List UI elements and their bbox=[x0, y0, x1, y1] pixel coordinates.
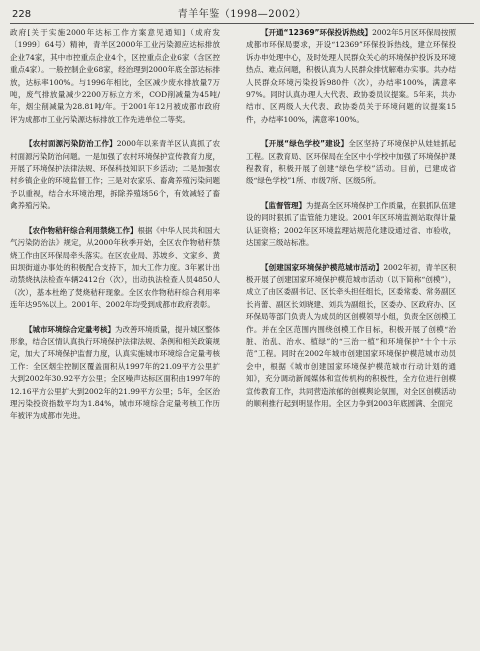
section-heading: 【监督管理】 bbox=[261, 200, 306, 210]
paragraph-body: 政府[关于实施2000年达标工作方案意见通知]（成府发〔1999〕64号）精神，青羊区2000年工业污染源应达标排放企业74家，其中市控重点企业4个，区控重点企业6家（含区控重点4家）。一般控制企业68家，经治理到2000年底全部达标排放，达标率100%。与1996年相比，全区减少废水排放量7万吨，废气排放量减少2200万标立方米，COD削减量为45吨/年，烟尘削减量为28.81吨/年。于2001年12月被成都市政府评为成都市工业污染源达标排放工作先进单位二等奖。 bbox=[10, 28, 220, 124]
left-column bbox=[10, 27, 220, 426]
right-column bbox=[246, 27, 456, 413]
paragraph bbox=[10, 225, 220, 312]
paragraph bbox=[10, 324, 220, 423]
section-heading: 【创建国家环境保护模范城市活动】 bbox=[261, 262, 384, 272]
paragraph bbox=[10, 138, 220, 212]
paragraph bbox=[246, 262, 456, 411]
section-heading: 【农作物秸秆综合利用禁烧工作】 bbox=[25, 225, 138, 235]
paragraph-body: 2000年以来青羊区认真抓了农村面源污染防治问题。一是加强了农村环境保护宣传教育力度，开展了环境保护法律法规、环保科技知识下乡活动；二是加强农村乡镇企业的环境监督工作；三是对农家乐、畜禽养殖污染问题予以重视，结合水环境治理，拆除养殖场56个，有效减轻了畜禽养殖污染。 bbox=[10, 139, 220, 211]
paragraph bbox=[246, 27, 456, 126]
page-number: 228 bbox=[12, 9, 32, 20]
paragraph bbox=[10, 27, 220, 126]
paragraph-body: 2002年初，青羊区积极开展了创建国家环境保护模范城市活动（以下简称“创模”），成立了由区委副书记、区长牵头担任组长，区委常委、常务副区长肖蕾、副区长刘晓建、刘兵为副组长，区委办、区政府办、区环保局等部门负责人为成员的区创模领导小组，负责全区创模工作。并在全区范围内围绕创模工作目标，积极开展了创模“治脏、治乱、治水、植绿”的“三治一植”和环境保护“十个十示范”工程。同时在2002年城市创建国家环境保护模范城市动员会中，根据《城市创建国家环境保护模范城市行动计划的通知》，充分调动新闻媒体和宣传机构的积极性，全方位进行创模宣传教育工作，共同营造浓郁的创模舆论氛围，对全区创模活动的顺利推行起到明显作用。全区力争到2003年底圆满、全面完 bbox=[246, 262, 456, 408]
section-heading: 【城市环境综合定量考核】 bbox=[25, 324, 115, 334]
section-heading: 【农村面源污染防治工作】 bbox=[25, 139, 117, 149]
paragraph-body: 2002年5月区环保局按照成都市环保局要求，开设“12369”环保投诉热线，建立环保投诉办申处理中心，及时处理人民群众关心的环境保护投诉及环境热点、难点问题，积极认真为人民群众排忧解难办实事。共办结人民群众环境污染投诉980件（次），办结率100%，满意率97%。同时认真办理人大代表、政协委员议提案。5年来，共办结市、区两级人大代表、政协委员关于环境问题的议提案15件，办结率100%，满意率100%。 bbox=[246, 28, 457, 124]
running-title: 青羊年鉴（1998—2002） bbox=[177, 9, 307, 20]
paragraph-body: 全区坚持了环境保护从娃娃抓起工程。区教育局、区环保局在全区中小学校中加强了环境保护课程教育，积极开展了创建“绿色学校”活动。目前，已建成省级“绿色学校”1所、市级7所、区级5所。 bbox=[246, 139, 457, 186]
header-rule bbox=[10, 23, 474, 24]
section-heading: 【开展“绿色学校”建设】 bbox=[261, 139, 349, 149]
page-header bbox=[10, 8, 474, 22]
paragraph-body: 根据《中华人民共和国大气污染防治法》规定，从2000年秋季开始，全区农作物秸秆禁烧工作由区环保局牵头落实。在区农业局、苏坡乡、文家乡、黄田坝街道办事处的积极配合支持下，加大工作力度。3年累计出动禁烧执法检查车辆2412台（次），出动执法检查人员4850人（次），基本杜绝了焚烧秸秆现象。全区农作物秸秆综合利用率连年达95%以上。2001年、2002年均受到成都市政府表彰。 bbox=[10, 225, 220, 310]
paragraph bbox=[246, 138, 456, 188]
section-heading: 【开通“12369”环保投诉热线】 bbox=[261, 28, 373, 37]
paragraph bbox=[246, 200, 456, 250]
paragraph-body: 为提高全区环境保护工作质量，在狠抓队伍建设的同时狠抓了监管能力建设。2001年区环境监测站取得计量认证资格；2002年区环境监理站规范化建设通过省、市验收，达国家三级站标准。 bbox=[246, 200, 456, 248]
paragraph-body: 为改善环境质量，提升城区整体形象，结合区情认真执行环境保护法律法规、条例和相关政策规定，加大了环境保护监督力度，认真实施城市环境综合定量考核工作：全区烟尘控制区覆盖面积从1997年的21.09平方公里扩大到2002年30.92平方公里；全区噪声达标区面积由1997年的12.16平方公里扩大到2002年的21.99平方公里；5年，全区治理污染投资指数平均为1.84%，城市环境综合定量考核工作历年被评为成都市先进。 bbox=[10, 324, 220, 421]
